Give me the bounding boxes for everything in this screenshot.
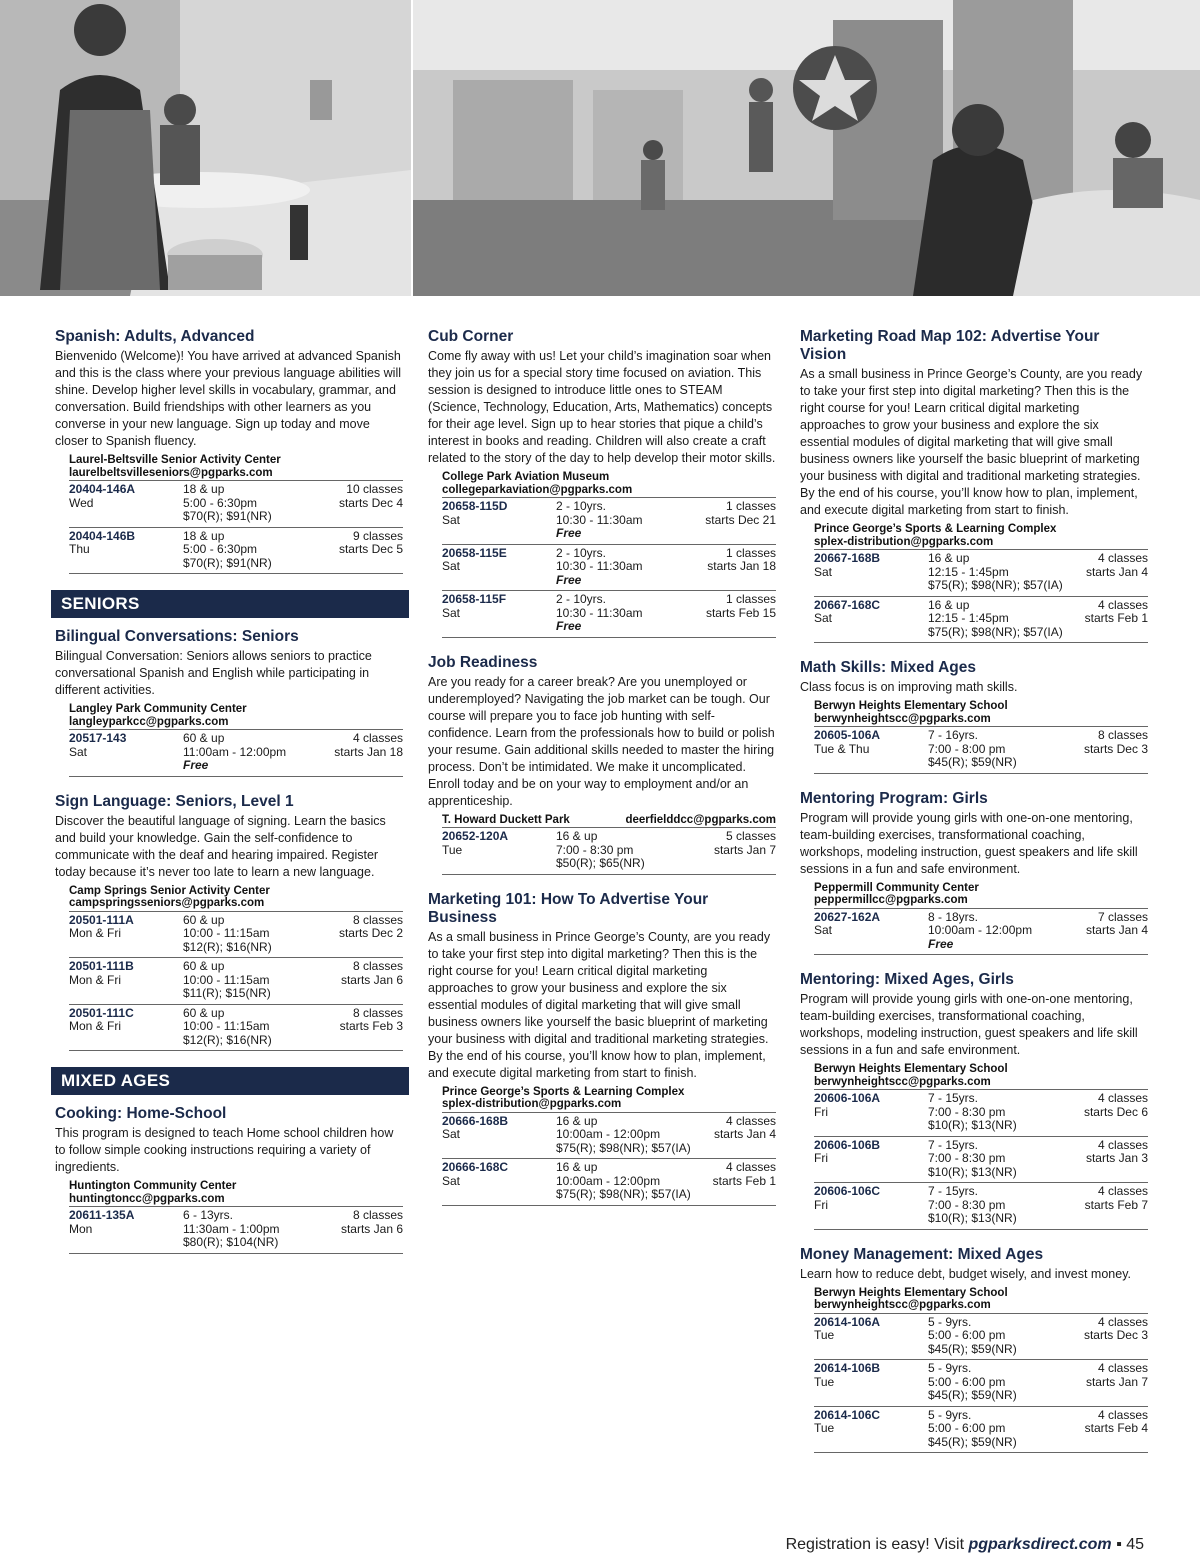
course-location (814, 523, 1148, 550)
column-3 (800, 328, 1148, 1469)
session-count: 8 classes (352, 1208, 403, 1222)
session-count: 8 classes (352, 1005, 403, 1020)
session-fee: $10(R); $13(NR) (928, 1211, 1017, 1225)
aviation-museum-photo (413, 0, 1200, 296)
course-location (442, 814, 776, 829)
session-count: 4 classes (1097, 1361, 1148, 1375)
course-money-management (800, 1246, 1148, 1454)
session-code: 20658-115D (442, 499, 508, 513)
session-start: starts Jan 3 (1085, 1151, 1148, 1165)
course-description: Discover the beautiful language of signing. Learn the basics and build your knowledge. Gain the self-confidence to communicate with the deaf and hearing impaired. Register today because it’s never too late to learn a new language. (55, 813, 386, 879)
location-email: huntingtoncc@pgparks.com (69, 1192, 225, 1205)
session-start: starts Feb 1 (1084, 611, 1148, 625)
session-fee: $75(R); $98(NR); $57(IA) (556, 1187, 691, 1201)
session-code: 20501-111A (69, 912, 134, 927)
session-count: 4 classes (725, 1160, 776, 1174)
session-code: 20611-135A (69, 1208, 135, 1222)
session-fee: $75(R); $98(NR); $57(IA) (928, 624, 1063, 639)
session-start: starts Jan 4 (713, 1127, 776, 1141)
session-row (69, 958, 403, 1005)
session-code: 20606-106C (814, 1184, 881, 1198)
session-time: 7:00 - 8:30 pm (928, 1104, 1006, 1119)
course-description: Bilingual Conversation: Seniors allows seniors to practice conversational Spanish and English while participating in different activities. (55, 649, 372, 697)
session-fee: $70(R); $91(NR) (183, 555, 272, 570)
session-count: 4 classes (1097, 1184, 1148, 1198)
course-location (442, 1086, 776, 1113)
session-code: 20652-120A (442, 829, 509, 843)
session-time: 12:15 - 1:45pm (928, 564, 1009, 579)
session-start: starts Jan 7 (713, 842, 776, 857)
session-age: 60 & up (183, 959, 225, 973)
session-start: starts Dec 21 (705, 512, 776, 527)
location-email: campspringsseniors@pgparks.com (69, 897, 265, 909)
session-code: 20605-106A (814, 728, 881, 742)
session-row (442, 498, 776, 545)
session-code: 20666-168C (442, 1160, 509, 1174)
session-start: starts Dec 3 (1083, 741, 1148, 756)
session-row (814, 1090, 1148, 1137)
session-start: starts Jan 18 (707, 559, 776, 573)
session-count: 1 classes (725, 592, 776, 606)
session-fee: $50(R); $65(NR) (556, 856, 645, 870)
session-day: Sat (442, 1127, 461, 1141)
session-time: 10:30 - 11:30am (556, 605, 643, 620)
session-fee: $75(R); $98(NR); $57(IA) (556, 1140, 691, 1155)
session-time: 11:00am - 12:00pm (183, 744, 287, 759)
session-time: 10:00 - 11:15am (183, 926, 270, 940)
session-start: starts Feb 15 (705, 605, 776, 620)
session-code: 20627-162A (814, 909, 881, 924)
course-title: Cub Corner (428, 328, 514, 345)
session-code: 20658-115E (442, 545, 507, 560)
session-time: 7:00 - 8:30 pm (928, 1151, 1006, 1165)
course-mentoring-mixed-girls (800, 971, 1148, 1230)
location-name: T. Howard Duckett Park (442, 813, 570, 826)
session-row (814, 1183, 1148, 1230)
session-start: starts Dec 3 (1083, 1328, 1148, 1342)
session-age: 5 - 9yrs. (928, 1361, 972, 1375)
session-age: 7 - 16yrs. (928, 728, 979, 742)
session-count: 8 classes (352, 959, 403, 973)
session-day: Tue (814, 1374, 835, 1389)
course-location (69, 703, 403, 730)
session-fee: $10(R); $13(NR) (928, 1118, 1017, 1132)
session-fee: Free (556, 526, 582, 540)
session-code: 20614-106C (814, 1407, 881, 1422)
session-start: starts Feb 4 (1084, 1421, 1148, 1435)
course-bilingual-seniors (55, 628, 403, 777)
session-code: 20667-168B (814, 551, 881, 565)
location-name: Berwyn Heights Elementary School (814, 1286, 1008, 1299)
session-age: 60 & up (183, 731, 225, 745)
location-name: Berwyn Heights Elementary School (814, 700, 1008, 712)
course-title: Bilingual Conversations: Seniors (55, 628, 299, 645)
session-fee: $12(R); $16(NR) (183, 1032, 272, 1047)
session-fee: $75(R); $98(NR); $57(IA) (928, 578, 1063, 592)
session-age: 7 - 15yrs. (928, 1137, 979, 1152)
session-day: Tue (814, 1421, 835, 1435)
session-age: 16 & up (556, 1160, 598, 1174)
session-count: 10 classes (346, 482, 403, 496)
session-fee: $12(R); $16(NR) (183, 939, 272, 954)
session-count: 4 classes (1097, 597, 1148, 612)
session-start: starts Feb 7 (1084, 1197, 1148, 1212)
session-time: 10:00am - 12:00pm (556, 1173, 661, 1188)
session-fee: $45(R); $59(NR) (928, 755, 1017, 769)
session-code: 20404-146A (69, 482, 136, 496)
course-sign-language (55, 793, 403, 1052)
course-job-readiness (428, 654, 776, 875)
session-age: 2 - 10yrs. (556, 499, 607, 513)
session-time: 5:00 - 6:30pm (183, 542, 258, 556)
session-row (814, 727, 1148, 774)
course-mentoring-girls (800, 790, 1148, 956)
location-email: splex-distribution@pgparks.com (814, 535, 994, 548)
session-fee: $70(R); $91(NR) (183, 509, 272, 523)
course-marketing-102 (800, 328, 1148, 643)
session-count: 4 classes (1097, 551, 1148, 565)
session-fee: $45(R); $59(NR) (928, 1388, 1017, 1402)
session-count: 8 classes (352, 912, 403, 927)
session-day: Wed (69, 495, 94, 510)
course-description: Class focus is on improving math skills. (800, 680, 1018, 694)
session-row (69, 912, 403, 959)
course-description: This program is designed to teach Home school children how to follow simple cooking instructions requiring a variety of ingredients. (55, 1126, 394, 1174)
session-time: 10:00am - 12:00pm (928, 923, 1033, 937)
session-code: 20501-111B (69, 959, 134, 973)
session-age: 16 & up (556, 1113, 598, 1128)
session-start: starts Jan 6 (340, 1221, 403, 1236)
session-count: 4 classes (1097, 1407, 1148, 1422)
location-email: berwynheightscc@pgparks.com (814, 712, 991, 725)
course-title: Math Skills: Mixed Ages (800, 659, 976, 676)
session-code: 20614-106B (814, 1361, 881, 1375)
course-title: Marketing Road Map 102: Advertise Your Vision (800, 328, 1100, 363)
session-day: Mon & Fri (69, 1019, 122, 1033)
course-title: Mentoring: Mixed Ages, Girls (800, 971, 1014, 988)
session-row (814, 1314, 1148, 1361)
session-time: 5:00 - 6:00 pm (928, 1421, 1006, 1435)
location-email: peppermillcc@pgparks.com (814, 894, 968, 906)
course-location (69, 1180, 403, 1207)
session-time: 10:30 - 11:30am (556, 512, 643, 527)
session-age: 7 - 15yrs. (928, 1091, 979, 1105)
session-row (442, 1159, 776, 1206)
session-row (814, 1137, 1148, 1184)
session-time: 10:00 - 11:15am (183, 972, 270, 987)
course-math-skills (800, 659, 1148, 774)
session-start: starts Jan 7 (1085, 1374, 1148, 1389)
session-code: 20614-106A (814, 1314, 881, 1329)
session-day: Thu (69, 542, 90, 556)
session-age: 60 & up (183, 912, 225, 927)
session-day: Sat (69, 744, 88, 759)
session-code: 20606-106A (814, 1091, 881, 1105)
course-title: Marketing 101: How To Advertise Your Business (428, 890, 709, 926)
section-header-seniors: SENIORS (51, 590, 409, 618)
session-age: 7 - 15yrs. (928, 1184, 979, 1198)
session-fee: Free (556, 572, 582, 587)
session-code: 20658-115F (442, 592, 507, 606)
session-row (442, 545, 776, 592)
session-code: 20606-106B (814, 1137, 881, 1152)
location-name: Prince George’s Sports & Learning Complex (442, 1085, 685, 1098)
footer-text: Registration is easy! Visit (785, 1536, 969, 1553)
location-name: Huntington Community Center (69, 1180, 237, 1192)
session-day: Mon & Fri (69, 972, 122, 987)
session-code: 20667-168C (814, 597, 881, 612)
session-row (69, 1207, 403, 1254)
session-fee: Free (183, 758, 209, 772)
session-start: starts Feb 3 (339, 1019, 403, 1033)
session-count: 7 classes (1097, 909, 1148, 924)
session-day: Mon (69, 1221, 93, 1236)
course-description: Program will provide young girls with one-on-one mentoring, team-building exercises, transformational coaching, workshops, modeling instruction, guest speakers and life skill sessions in a fun and safe environment. (800, 992, 1138, 1057)
session-row (814, 1360, 1148, 1407)
session-code: 20501-111C (69, 1005, 134, 1020)
course-cub-corner (428, 328, 776, 638)
section-header-mixed-ages: MIXED AGES (51, 1067, 409, 1095)
session-row (69, 528, 403, 575)
session-fee: $45(R); $59(NR) (928, 1434, 1017, 1449)
session-day: Fri (814, 1104, 828, 1119)
course-location (814, 882, 1148, 909)
session-day: Sat (814, 564, 833, 579)
session-row (814, 909, 1148, 956)
session-day: Tue (814, 1328, 835, 1342)
course-location (814, 1287, 1148, 1314)
course-location (69, 454, 403, 481)
session-fee: Free (928, 936, 954, 951)
session-count: 9 classes (352, 528, 403, 543)
session-code: 20666-168B (442, 1113, 509, 1128)
location-name: Langley Park Community Center (69, 703, 247, 715)
course-title: Sign Language: Seniors, Level 1 (55, 792, 294, 810)
course-description: Bienvenido (Welcome)! You have arrived at advanced Spanish and this is the class where your previous language abilities will shine. Develop higher level skills in vocabulary, grammar, and conversation. Build friendships with other learners as you converse in your new language. Sign up today and move closer to Spanish fluency. (55, 349, 402, 448)
page-footer (786, 1536, 1144, 1554)
session-age: 18 & up (183, 482, 225, 496)
course-description: Are you ready for a career break? Are you unemployed or underemployed? Navigating the job market can be tough. Our course will prepare you to face job hunting with self-confidence. Learn from the professionals how to build or polish your resume. Gain additional skills needed to master the hiring process. Don’t be intimidated. We make it uncomplicated. Enroll today and be on your way to employment and/or an apprenticeship. (428, 674, 775, 808)
session-count: 1 classes (725, 545, 776, 560)
session-fee: $10(R); $13(NR) (928, 1164, 1017, 1179)
session-start: starts Dec 2 (338, 926, 403, 940)
session-time: 10:30 - 11:30am (556, 559, 643, 573)
session-day: Sat (442, 512, 461, 527)
session-count: 4 classes (1097, 1137, 1148, 1152)
location-email: laurelbeltsvilleseniors@pgparks.com (69, 466, 273, 479)
session-start: starts Dec 5 (338, 542, 403, 556)
course-title: Mentoring Program: Girls (800, 789, 988, 807)
session-time: 11:30am - 1:00pm (183, 1221, 280, 1236)
location-email: deerfielddcc@pgparks.com (625, 813, 776, 826)
course-marketing-101 (428, 891, 776, 1206)
session-count: 4 classes (352, 731, 403, 745)
course-location (69, 885, 403, 912)
session-day: Sat (442, 605, 461, 620)
session-start: starts Jan 4 (1085, 923, 1148, 937)
session-time: 12:15 - 1:45pm (928, 611, 1009, 625)
course-spanish-advanced (55, 328, 403, 574)
location-email: collegeparkaviation@pgparks.com (442, 483, 633, 496)
session-day: Mon & Fri (69, 926, 122, 940)
session-time: 5:00 - 6:30pm (183, 495, 258, 510)
course-description: As a small business in Prince George’s County, are you ready to take your first step into digital marketing? Then this is the right course for you! Learn critical digital marketing approaches to grow your business and explore the six essential modules of digital marketing that will give small business owners like yourself the basic blueprint of marketing your business with digital and traditional marketing strategies. By the end of his course, you’ll know how to plan, implement, and execute digital marketing from start to finish. (800, 367, 1143, 517)
session-day: Tue & Thu (814, 741, 870, 756)
session-count: 5 classes (725, 829, 776, 843)
course-cooking-homeschool (55, 1105, 403, 1254)
session-start: starts Dec 6 (1083, 1104, 1148, 1119)
course-description: Learn how to reduce debt, budget wisely, and invest money. (800, 1266, 1131, 1281)
session-row (442, 828, 776, 875)
session-row (814, 550, 1148, 597)
session-age: 8 - 18yrs. (928, 909, 979, 924)
session-age: 16 & up (928, 597, 970, 612)
column-2 (428, 328, 776, 1222)
session-start: starts Feb 1 (712, 1173, 776, 1188)
session-day: Fri (814, 1197, 828, 1212)
session-count: 4 classes (1097, 1091, 1148, 1105)
session-age: 6 - 13yrs. (183, 1208, 234, 1222)
session-count: 8 classes (1097, 728, 1148, 742)
session-fee: $11(R); $15(NR) (183, 986, 271, 1000)
location-name: College Park Aviation Museum (442, 471, 610, 483)
session-row (442, 591, 776, 638)
session-row (69, 1005, 403, 1052)
session-start: starts Jan 18 (334, 744, 403, 759)
course-description: Program will provide young girls with one-on-one mentoring, team-building exercises, transformational coaching, workshops, modeling instruction, guest speakers and life skill sessions in a fun and safe environment. (800, 810, 1138, 876)
session-code: 20404-146B (69, 528, 136, 543)
location-email: berwynheightscc@pgparks.com (814, 1299, 991, 1311)
session-start: starts Jan 6 (340, 972, 403, 987)
session-day: Sat (814, 611, 833, 625)
course-title: Spanish: Adults, Advanced (55, 328, 255, 345)
location-name: Prince George’s Sports & Learning Complex (814, 523, 1057, 535)
session-age: 16 & up (928, 551, 970, 565)
course-description: Come fly away with us! Let your child’s imagination soar when they join us for a special story time focused on aviation. This session is designed to introduce little ones to STEAM (Science, Technology, Education, Arts, Mathematics) concepts for their age level. Sign up to hear stories that pique a child’s interest in books and reading. Children will also create a craft related to the story of the day to help develop their motor skills. (428, 349, 776, 465)
course-title: Job Readiness (428, 653, 538, 671)
session-fee: Free (556, 619, 582, 633)
session-age: 16 & up (556, 829, 598, 843)
cooking-class-photo (0, 0, 411, 296)
session-row (814, 1407, 1148, 1454)
session-time: 5:00 - 6:00 pm (928, 1374, 1006, 1389)
session-row (814, 597, 1148, 644)
session-age: 5 - 9yrs. (928, 1407, 972, 1422)
location-name: Camp Springs Senior Activity Center (69, 884, 270, 897)
session-age: 2 - 10yrs. (556, 545, 607, 560)
column-1 (55, 328, 403, 1270)
session-time: 5:00 - 6:00 pm (928, 1328, 1006, 1342)
session-row (69, 730, 403, 777)
session-time: 7:00 - 8:00 pm (928, 741, 1006, 756)
session-day: Fri (814, 1151, 828, 1165)
session-code: 20517-143 (69, 731, 127, 745)
course-location (442, 471, 776, 498)
session-start: starts Jan 4 (1085, 564, 1148, 579)
session-count: 4 classes (725, 1113, 776, 1128)
session-day: Sat (814, 923, 833, 937)
session-age: 5 - 9yrs. (928, 1314, 972, 1329)
session-age: 18 & up (183, 528, 225, 543)
course-location (814, 700, 1148, 727)
session-time: 10:00am - 12:00pm (556, 1127, 661, 1141)
location-name: Berwyn Heights Elementary School (814, 1063, 1008, 1075)
session-age: 2 - 10yrs. (556, 592, 607, 606)
session-time: 7:00 - 8:30 pm (928, 1197, 1006, 1212)
session-fee: $45(R); $59(NR) (928, 1341, 1017, 1356)
course-title: Cooking: Home-School (55, 1105, 227, 1122)
location-email: splex-distribution@pgparks.com (442, 1098, 622, 1110)
session-row (442, 1113, 776, 1160)
session-count: 1 classes (725, 499, 776, 513)
session-time: 7:00 - 8:30 pm (556, 842, 634, 857)
footer-separator: ▪ (1111, 1536, 1127, 1553)
session-day: Tue (442, 842, 463, 857)
session-count: 4 classes (1097, 1314, 1148, 1329)
session-age: 60 & up (183, 1005, 225, 1020)
session-day: Sat (442, 1173, 461, 1188)
location-name: Peppermill Community Center (814, 881, 979, 894)
course-title: Money Management: Mixed Ages (800, 1245, 1044, 1263)
footer-website-link[interactable]: pgparksdirect.com (968, 1536, 1112, 1553)
course-location (814, 1063, 1148, 1090)
location-email: langleyparkcc@pgparks.com (69, 715, 229, 728)
course-description: As a small business in Prince George’s County, are you ready to take your first step into digital marketing? Then this is the right course for you! Learn critical digital marketing approaches to grow your business and explore the six essential modules of digital marketing that will give small business owners like yourself the basic blueprint of marketing your business with digital and traditional marketing strategies. By the end of his course, you’ll know how to plan, implement, and execute digital marketing from start to finish. (428, 929, 771, 1080)
session-fee: $80(R); $104(NR) (183, 1235, 279, 1249)
session-time: 10:00 - 11:15am (183, 1019, 270, 1033)
location-email: berwynheightscc@pgparks.com (814, 1075, 991, 1088)
session-day: Sat (442, 559, 461, 573)
session-start: starts Dec 4 (338, 495, 403, 510)
location-name: Laurel-Beltsville Senior Activity Center (69, 454, 281, 466)
page-number: 45 (1126, 1536, 1144, 1553)
session-row (69, 481, 403, 528)
